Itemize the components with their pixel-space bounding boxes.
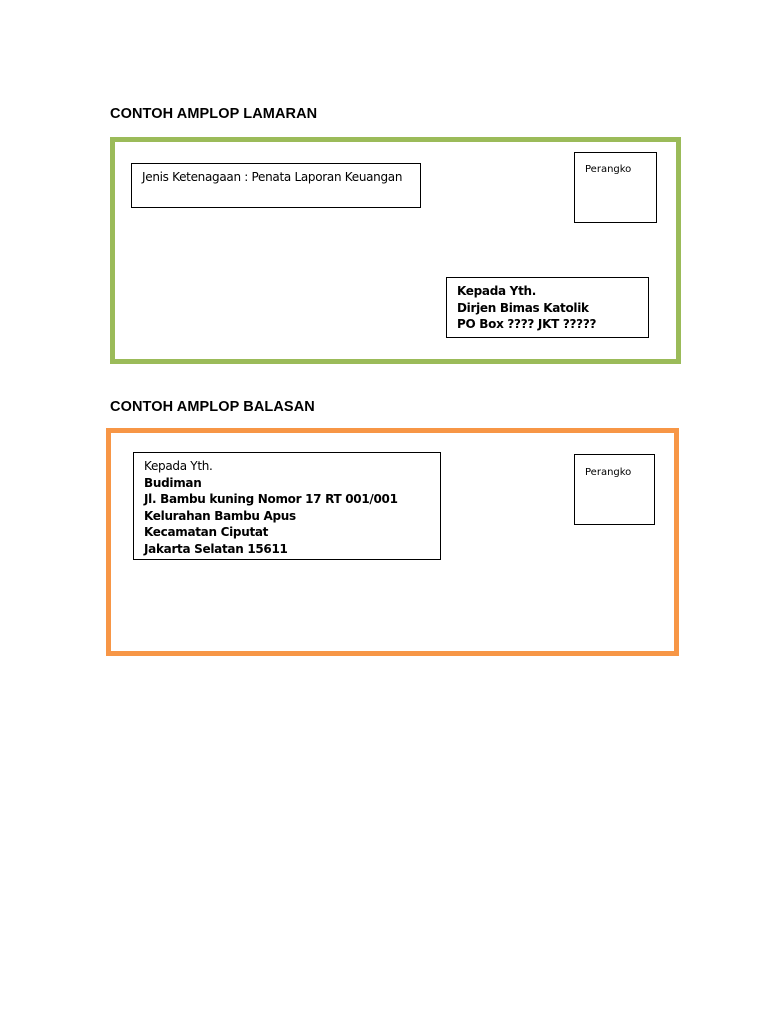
stamp-box-lamaran (574, 152, 657, 223)
recipient-line: PO Box ???? JKT ????? (457, 317, 597, 331)
stamp-label: Perangko (585, 467, 632, 478)
address-line: Kepada Yth. (144, 459, 213, 473)
position-label: Jenis Ketenagaan : Penata Laporan Keuangan (142, 170, 403, 184)
recipient-line: Dirjen Bimas Katolik (457, 300, 589, 315)
balasan-heading: CONTOH AMPLOP BALASAN (110, 399, 315, 415)
address-line: Kecamatan Ciputat (144, 525, 269, 539)
position-box (131, 163, 421, 208)
stamp-box-balasan (574, 454, 655, 525)
recipient-box (446, 277, 649, 338)
recipient-line: Kepada Yth. (457, 284, 537, 298)
lamaran-heading: CONTOH AMPLOP LAMARAN (110, 106, 318, 122)
stamp-label: Perangko (585, 164, 632, 175)
address-line: Kelurahan Bambu Apus (144, 508, 296, 523)
address-line: Jakarta Selatan 15611 (144, 541, 288, 556)
address-line: Jl. Bambu kuning Nomor 17 RT 001/001 (144, 492, 398, 506)
address-line: Budiman (144, 475, 202, 490)
return-address-box (133, 452, 441, 560)
